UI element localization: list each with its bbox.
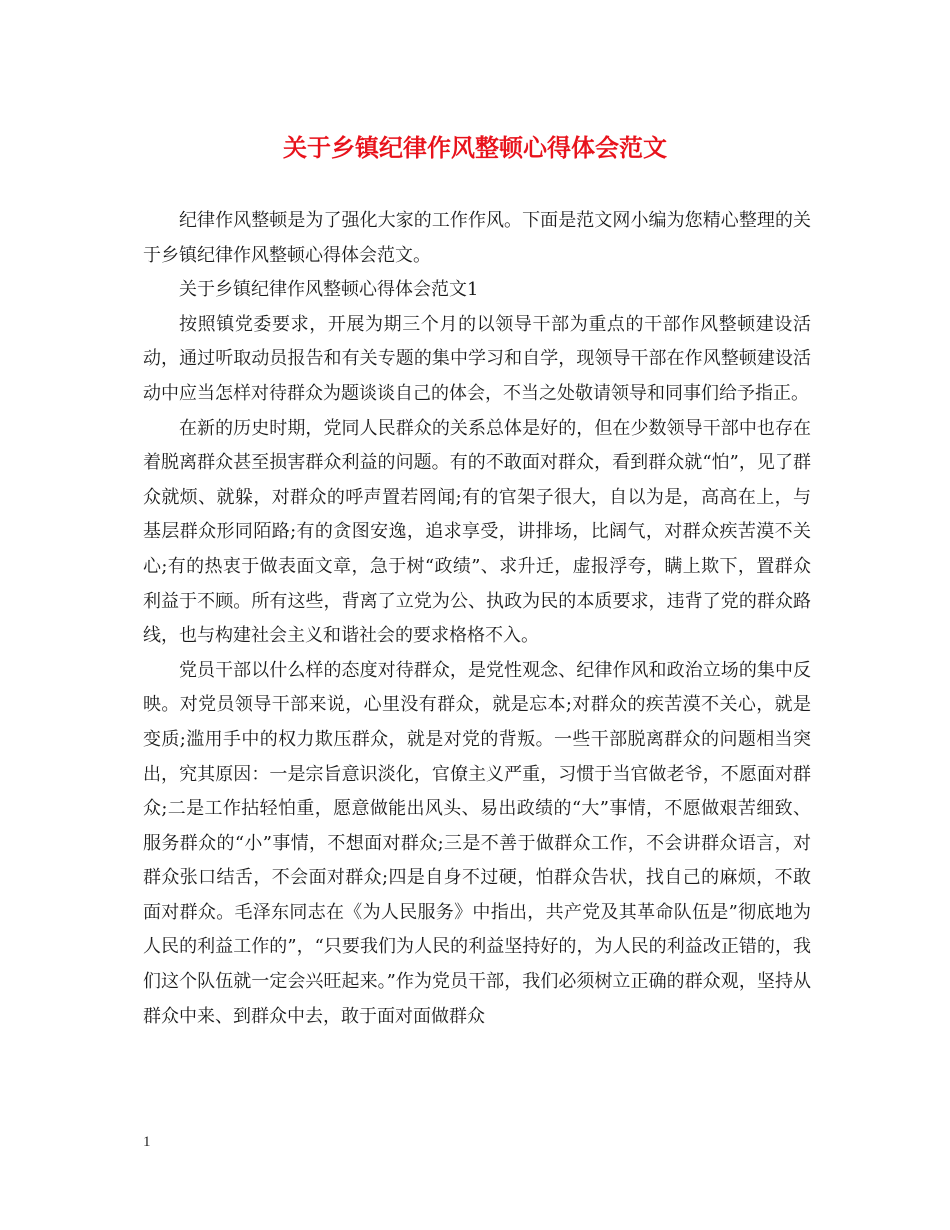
- body-paragraph: 在新的历史时期，党同人民群众的关系总体是好的，但在少数领导干部中也存在着脱离群众甚至损害群众利益的问题。有的不敢面对群众，看到群众就“怕”，见了群众就烦、就躲，对群众的呼声置若罔闻;有的官架子很大，自以为是，高高在上，与基层群众形同陌路;有的贪图安逸，追求享受，讲排场，比阔气，对群众疾苦漠不关心;有的热衷于做表面文章，急于树“政绩”、求升迁，虚报浮夸，瞒上欺下，置群众利益于不顾。所有这些，背离了立党为公、执政为民的本质要求，违背了党的群众路线，也与构建社会主义和谐社会的要求格格不入。: [143, 417, 811, 647]
- section-heading: 关于乡镇纪律作风整顿心得体会范文1: [179, 279, 479, 301]
- intro-paragraph: 纪律作风整顿是为了强化大家的工作作风。下面是范文网小编为您精心整理的关于乡镇纪律作风整顿心得体会范文。: [143, 210, 811, 266]
- body-paragraph: 党员干部以什么样的态度对待群众，是党性观念、纪律作风和政治立场的集中反映。对党员领导干部来说，心里没有群众，就是忘本;对群众的疾苦漠不关心，就是变质;滥用手中的权力欺压群众，就是对党的背叛。一些干部脱离群众的问题相当突出，究其原因：一是宗旨意识淡化，官僚主义严重，习惯于当官做老爷，不愿面对群众;二是工作拈轻怕重，愿意做能出风头、易出政绩的“大”事情，不愿做艰苦细致、服务群众的“小”事情，不想面对群众;三是不善于做群众工作，不会讲群众语言，对群众张口结舌，不会面对群众;四是自身不过硬，怕群众告状，找自己的麻烦，不敢面对群众。毛泽东同志在《为人民服务》中指出，共产党及其革命队伍是”彻底地为人民的利益工作的”，“只要我们为人民的利益坚持好的，为人民的利益改正错的，我们这个队伍就一定会兴旺起来。”作为党员干部，我们必须树立正确的群众观，坚持从群众中来、到群众中去，敢于面对面做群众: [143, 659, 811, 1027]
- document-title: 关于乡镇纪律作风整顿心得体会范文: [283, 134, 667, 162]
- body-paragraph: 按照镇党委要求，开展为期三个月的以领导干部为重点的干部作风整顿建设活动，通过听取动员报告和有关专题的集中学习和自学，现领导干部在作风整顿建设活动中应当怎样对待群众为题谈谈自己的体会，不当之处敬请领导和同事们给予指正。: [143, 313, 811, 404]
- document-body: [143, 204, 811, 1034]
- page-number: 1: [143, 1134, 151, 1150]
